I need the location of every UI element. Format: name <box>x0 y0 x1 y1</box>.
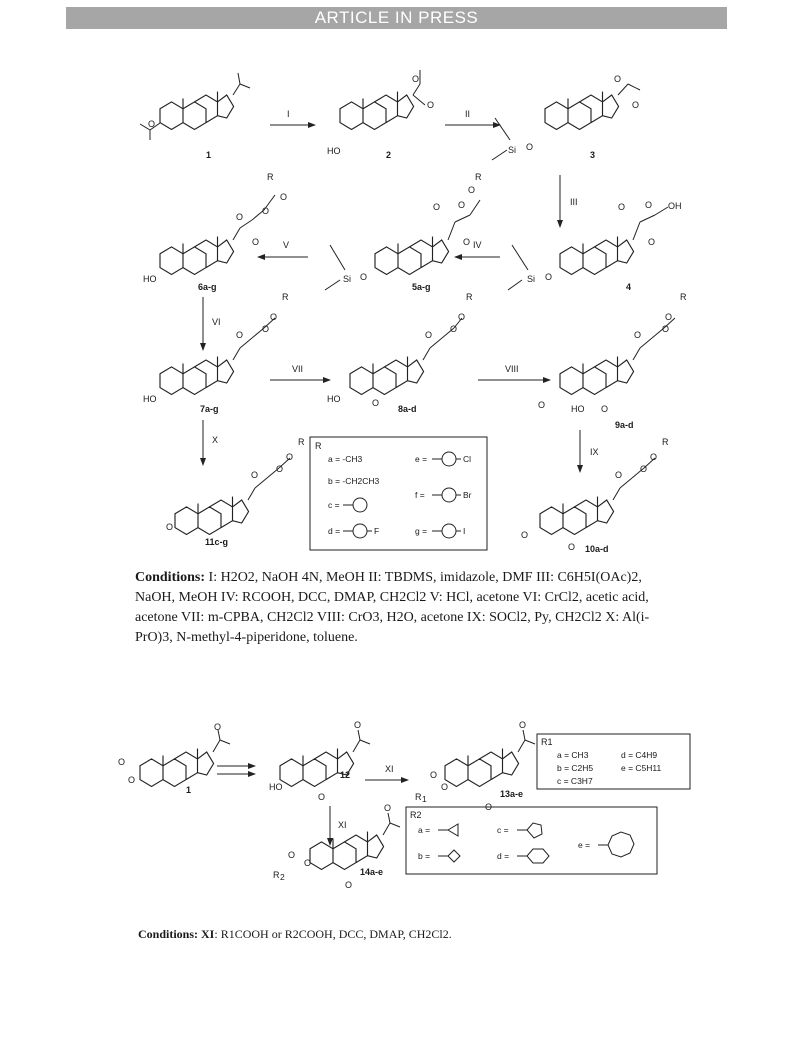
compound-label-13: 13a-e <box>500 789 524 799</box>
svg-text:F: F <box>374 526 380 536</box>
svg-text:O: O <box>354 720 362 730</box>
svg-text:1: 1 <box>422 794 427 804</box>
svg-text:O: O <box>128 775 136 785</box>
svg-text:O: O <box>236 330 244 340</box>
svg-text:O: O <box>526 142 534 152</box>
structure-5 <box>325 172 482 292</box>
svg-text:O: O <box>468 185 476 195</box>
svg-text:Cl: Cl <box>463 454 472 464</box>
svg-text:HO: HO <box>143 274 157 284</box>
svg-text:O: O <box>545 272 553 282</box>
chlorophenyl-ring-icon <box>442 452 456 466</box>
svg-text:R: R <box>273 870 280 880</box>
svg-text:R: R <box>680 292 687 302</box>
r-legend-g: g = <box>415 526 428 536</box>
svg-text:O: O <box>441 782 449 792</box>
svg-text:R: R <box>415 792 422 802</box>
r1-legend-a: a = CH3 <box>557 750 589 760</box>
step-VII: VII <box>292 364 304 374</box>
svg-text:O: O <box>634 330 642 340</box>
cyclopentyl-icon <box>527 823 542 838</box>
iodophenyl-ring-icon <box>442 524 456 538</box>
compound-label-14: 14a-e <box>360 867 384 877</box>
step-IV: IV <box>473 240 482 250</box>
r-legend-f: f = <box>415 490 425 500</box>
svg-text:2: 2 <box>280 872 285 882</box>
compound-label-2: 2 <box>386 150 392 160</box>
svg-text:O: O <box>262 324 270 334</box>
compound-label-5: 5a-g <box>412 282 431 292</box>
svg-text:Si: Si <box>527 274 536 284</box>
r2-legend-d: d = <box>497 851 510 861</box>
r2-legend-a: a = <box>418 825 431 835</box>
compound-label-3: 3 <box>590 150 596 160</box>
compound-label-8: 8a-d <box>398 404 417 414</box>
svg-text:O: O <box>412 74 420 84</box>
structure-12 <box>269 720 370 802</box>
svg-text:O: O <box>276 464 284 474</box>
step-XI-a: XI <box>385 764 394 774</box>
conditions-label: Conditions: <box>135 570 206 585</box>
structure-13 <box>415 720 535 812</box>
svg-text:O: O <box>618 202 626 212</box>
svg-text:HO: HO <box>143 394 157 404</box>
svg-text:R: R <box>662 437 669 447</box>
r2-legend-title: R2 <box>410 810 422 820</box>
r1-legend-title: R1 <box>541 737 553 747</box>
compound-label-12: 12 <box>340 770 351 780</box>
svg-text:R: R <box>267 172 274 182</box>
r-legend-d: d = <box>328 526 341 536</box>
step-II: II <box>465 109 471 119</box>
svg-text:O: O <box>458 200 466 210</box>
svg-text:O: O <box>166 522 174 532</box>
compound-label-10: 10a-d <box>585 544 609 554</box>
svg-text:O: O <box>601 404 609 414</box>
structure-8 <box>327 292 473 414</box>
svg-text:O: O <box>430 770 438 780</box>
r1-legend-b: b = C2H5 <box>557 763 594 773</box>
compound-label-11: 11c-g <box>205 537 229 547</box>
conditions-paragraph-1 <box>135 568 665 648</box>
compound-label-6: 6a-g <box>198 282 217 292</box>
compound-label-7: 7a-g <box>200 404 219 414</box>
svg-text:HO: HO <box>571 404 585 414</box>
structure-11 <box>166 437 305 547</box>
svg-text:O: O <box>280 192 288 202</box>
structure-4 <box>508 200 682 292</box>
svg-text:O: O <box>345 880 353 890</box>
compound-label-1b: 1 <box>186 785 192 795</box>
structure-6 <box>143 172 290 292</box>
compound-label-1: 1 <box>206 150 212 160</box>
svg-text:O: O <box>372 398 380 408</box>
conditions-paragraph-2 <box>138 927 452 942</box>
svg-text:Br: Br <box>463 490 472 500</box>
svg-text:O: O <box>318 792 326 802</box>
svg-text:O: O <box>615 470 623 480</box>
fluorophenyl-ring-icon <box>353 524 367 538</box>
svg-text:R: R <box>466 292 473 302</box>
r2-legend-e: e = <box>578 840 591 850</box>
bromophenyl-ring-icon <box>442 488 456 502</box>
svg-text:O: O <box>458 312 466 322</box>
step-V: V <box>283 240 290 250</box>
structure-1 <box>140 73 250 160</box>
svg-text:O: O <box>665 312 673 322</box>
step-XI-b: XI <box>338 820 347 830</box>
conditions-xi-label: Conditions: XI <box>138 927 215 941</box>
structure-2 <box>327 70 434 160</box>
svg-text:Si: Si <box>343 274 352 284</box>
r1-legend-box <box>537 734 690 789</box>
svg-text:O: O <box>425 330 433 340</box>
svg-text:O: O <box>650 452 658 462</box>
structure-3 <box>492 74 640 160</box>
r-legend-b: b = -CH2CH3 <box>328 476 380 486</box>
r1-legend-c: c = C3H7 <box>557 776 593 786</box>
svg-text:O: O <box>251 470 259 480</box>
structure-7 <box>143 292 289 414</box>
svg-text:O: O <box>662 324 670 334</box>
step-VIII: VIII <box>505 364 519 374</box>
svg-text:HO: HO <box>327 146 341 156</box>
svg-text:O: O <box>568 542 576 552</box>
svg-text:HO: HO <box>327 394 341 404</box>
svg-text:O: O <box>286 452 294 462</box>
structure-14 <box>273 803 400 890</box>
svg-text:O: O <box>485 802 493 812</box>
svg-text:O: O <box>262 206 270 216</box>
structure-1b <box>118 722 230 795</box>
r1-legend-d: d = C4H9 <box>621 750 658 760</box>
step-VI: VI <box>212 317 221 327</box>
svg-text:O: O <box>648 237 656 247</box>
svg-text:O: O <box>632 100 640 110</box>
svg-text:I: I <box>463 526 466 536</box>
svg-text:Si: Si <box>508 145 517 155</box>
svg-text:R: R <box>475 172 482 182</box>
svg-text:O: O <box>538 400 546 410</box>
step-IX: IX <box>590 447 599 457</box>
step-I: I <box>287 109 290 119</box>
svg-text:O: O <box>463 237 471 247</box>
cycloheptyl-icon <box>608 832 634 857</box>
r-legend-title: R <box>315 441 322 451</box>
svg-text:O: O <box>433 202 441 212</box>
svg-text:O: O <box>384 803 392 813</box>
cyclopropyl-icon <box>448 824 458 836</box>
r1-legend-e: e = C5H11 <box>621 763 662 773</box>
svg-text:O: O <box>270 312 278 322</box>
compound-label-4: 4 <box>626 282 632 292</box>
r-legend-box <box>310 437 487 550</box>
svg-text:O: O <box>645 200 653 210</box>
svg-text:O: O <box>614 74 622 84</box>
svg-text:O: O <box>252 237 260 247</box>
svg-text:O: O <box>288 850 296 860</box>
svg-text:O: O <box>118 757 126 767</box>
r2-legend-b: b = <box>418 851 431 861</box>
r2-legend-c: c = <box>497 825 509 835</box>
svg-text:HO: HO <box>269 782 283 792</box>
r-legend-e: e = <box>415 454 428 464</box>
r-legend-c: c = <box>328 500 340 510</box>
step-X: X <box>212 435 219 445</box>
svg-text:OH: OH <box>668 201 682 211</box>
svg-text:O: O <box>519 720 527 730</box>
svg-text:O: O <box>450 324 458 334</box>
article-in-press-banner: ARTICLE IN PRESS <box>66 7 727 29</box>
conditions-text: I: H2O2, NaOH 4N, MeOH II: TBDMS, imidazole, DMF III: C6H5I(OAc)2, NaOH, MeOH IV: RCOOH, DCC, DMAP, CH2Cl2 V: HCl, acetone VI: CrCl2, acetic acid, acetone VII: m-CPBA, CH2Cl2 VIII: CrO3, H2O, acetone IX: SOCl2, Py, CH2Cl2 X: Al(i-PrO)3, N-methyl-4-piperidone, toluene. <box>135 570 650 645</box>
compound-label-9: 9a-d <box>615 420 634 430</box>
svg-text:R: R <box>282 292 289 302</box>
svg-text:O: O <box>427 100 435 110</box>
r-legend-a: a = -CH3 <box>328 454 363 464</box>
conditions-xi-text: : R1COOH or R2COOH, DCC, DMAP, CH2Cl2. <box>214 927 452 941</box>
svg-text:R: R <box>298 437 305 447</box>
svg-text:O: O <box>521 530 529 540</box>
cyclohexyl-icon <box>527 849 549 863</box>
svg-text:O: O <box>360 272 368 282</box>
svg-text:O: O <box>214 722 222 732</box>
cyclobutyl-icon <box>448 850 460 862</box>
r2-legend-box <box>406 807 657 874</box>
svg-text:O: O <box>148 119 156 129</box>
svg-text:O: O <box>236 212 244 222</box>
structure-9 <box>538 292 687 430</box>
step-III: III <box>570 197 578 207</box>
svg-text:O: O <box>304 858 312 868</box>
phenyl-ring-icon <box>353 498 367 512</box>
svg-text:O: O <box>640 464 648 474</box>
